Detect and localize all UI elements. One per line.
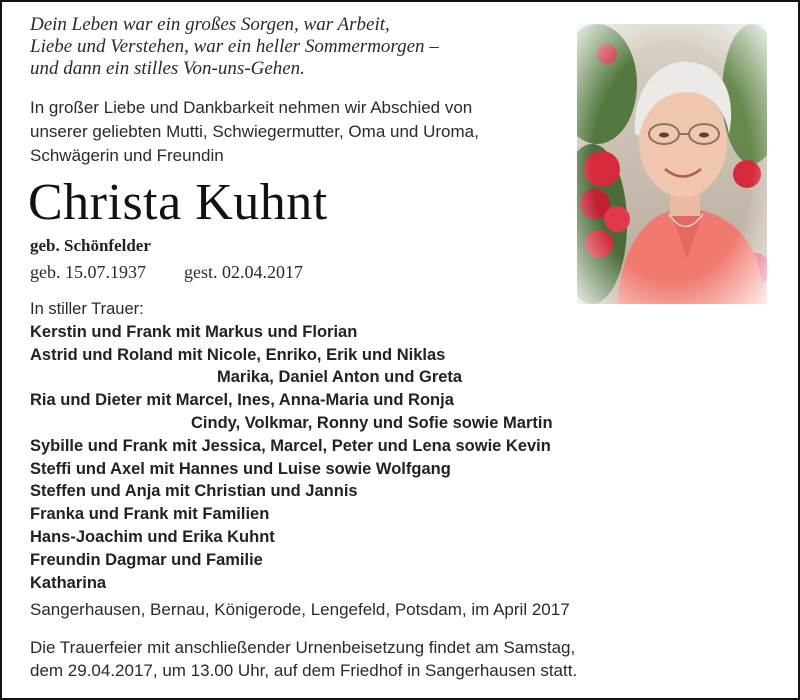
intro-text [30,96,560,168]
mourner-line: Hans-Joachim und Erika Kuhnt [30,527,275,546]
mourners-label: In stiller Trauer: [30,300,144,318]
service-line: dem 29.04.2017, um 13.00 Uhr, auf dem Friedhof in Sangerhausen statt. [30,661,578,680]
mourner-line: Steffen und Anja mit Christian und Jannis [30,482,358,501]
death-date: gest. 02.04.2017 [184,262,303,282]
poem [30,14,550,80]
intro-line: Schwägerin und Freundin [30,146,224,165]
portrait-photo [577,24,767,304]
poem-line: Dein Leben war ein großes Sorgen, war Arbeit, [30,14,390,35]
mourner-line: Cindy, Volkmar, Ronny und Sofie sowie Martin [191,413,553,432]
service-line: Die Trauerfeier mit anschließender Urnenbeisetzung findet am Samstag, [30,638,576,657]
deceased-name: Christa Kuhnt [28,174,328,231]
poem-line: und dann ein stilles Von-uns-Gehen. [30,58,305,79]
mourner-line: Astrid und Roland mit Nicole, Enriko, Erik und Niklas [30,345,446,364]
places-and-date: Sangerhausen, Bernau, Königerode, Lengefeld, Potsdam, im April 2017 [30,600,570,619]
mourner-line: Marika, Daniel Anton und Greta [217,368,463,387]
poem-line: Liebe und Verstehen, war ein heller Sommermorgen – [30,36,439,57]
funeral-service-notice [30,636,577,682]
intro-line: unserer geliebten Mutti, Schwiegermutter, Oma und Uroma, [30,122,479,141]
birth-date: geb. 15.07.1937 [30,262,146,282]
mourner-line: Franka und Frank mit Familien [30,505,270,524]
life-dates [30,262,303,283]
maiden-name: geb. Schönfelder [30,236,151,255]
mourner-line: Sybille und Frank mit Jessica, Marcel, Peter und Lena sowie Kevin [30,436,551,455]
mourner-line: Steffi und Axel mit Hannes und Luise sowie Wolfgang [30,459,451,478]
mourners-list [30,298,630,594]
mourner-line: Katharina [30,573,107,592]
mourner-line: Kerstin und Frank mit Markus und Florian [30,322,358,341]
mourner-line: Ria und Dieter mit Marcel, Ines, Anna-Maria und Ronja [30,391,454,410]
mourner-line: Freundin Dagmar und Familie [30,550,263,569]
intro-line: In großer Liebe und Dankbarkeit nehmen wir Abschied von [30,98,473,117]
